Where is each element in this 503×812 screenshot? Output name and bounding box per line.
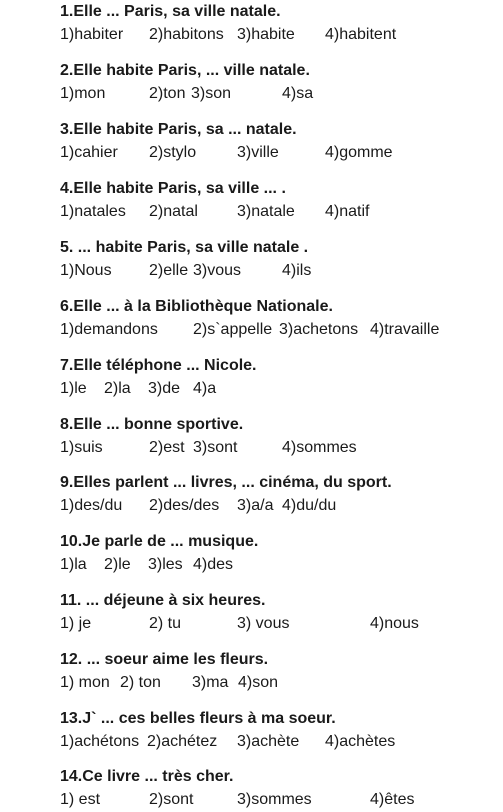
option-3: 3)natale [237, 203, 295, 220]
option-3: 3)de [148, 380, 181, 397]
option-3: 3)sont [193, 439, 238, 456]
option-2: 2)natal [149, 203, 198, 220]
question-3 [60, 120, 500, 165]
question-text: 2.Elle habite Paris, ... ville natale. [60, 62, 310, 79]
option-list [60, 673, 500, 695]
option-list [60, 25, 500, 47]
option-3: 3)les [148, 556, 183, 573]
question-1 [60, 2, 500, 47]
option-4: 4)nous [370, 615, 419, 632]
option-2: 2) tu [149, 615, 182, 632]
option-3: 3)a/a [237, 497, 274, 514]
option-2: 2)sont [149, 791, 194, 808]
option-1: 1)mon [60, 85, 106, 102]
option-2: 2)est [149, 439, 185, 456]
option-2: 2) ton [120, 674, 161, 691]
option-1: 1)cahier [60, 144, 118, 161]
option-3: 3)achète [237, 733, 300, 750]
option-3: 3)achetons [279, 321, 359, 338]
option-list [60, 320, 500, 342]
option-4: 4)ils [282, 262, 312, 279]
question-13 [60, 709, 500, 754]
option-2: 2)des/des [149, 497, 220, 514]
option-4: 4)sommes [282, 439, 357, 456]
option-2: 2)la [104, 380, 131, 397]
option-4: 4)son [238, 674, 279, 691]
question-14 [60, 767, 500, 812]
question-4 [60, 179, 500, 224]
option-4: 4)natif [325, 203, 370, 220]
option-list [60, 496, 500, 518]
option-list [60, 438, 500, 460]
option-4: 4)sa [282, 85, 314, 102]
option-1: 1)le [60, 380, 87, 397]
option-3: 3)habite [237, 26, 295, 43]
option-1: 1)natales [60, 203, 126, 220]
question-11 [60, 591, 500, 636]
question-8 [60, 415, 500, 460]
question-6 [60, 297, 500, 342]
option-list [60, 379, 500, 401]
option-1: 1)Nous [60, 262, 112, 279]
question-9 [60, 473, 500, 518]
option-1: 1)habiter [60, 26, 124, 43]
option-list [60, 84, 500, 106]
option-list [60, 614, 500, 636]
option-4: 4)êtes [370, 791, 415, 808]
option-1: 1)des/du [60, 497, 123, 514]
option-list [60, 261, 500, 283]
option-1: 1) je [60, 615, 92, 632]
question-text: 7.Elle téléphone ... Nicole. [60, 357, 257, 374]
question-text: 8.Elle ... bonne sportive. [60, 416, 244, 433]
option-2: 2)elle [149, 262, 189, 279]
option-3: 3)vous [193, 262, 242, 279]
option-3: 3)ma [192, 674, 229, 691]
option-1: 1)demandons [60, 321, 158, 338]
option-1: 1) est [60, 791, 101, 808]
option-1: 1)la [60, 556, 87, 573]
option-2: 2)le [104, 556, 131, 573]
option-4: 4)du/du [282, 497, 337, 514]
option-4: 4)achètes [325, 733, 396, 750]
question-7 [60, 356, 500, 401]
option-1: 1)achétons [60, 733, 140, 750]
question-10 [60, 532, 500, 577]
option-4: 4)habitent [325, 26, 397, 43]
option-3: 3) vous [237, 615, 290, 632]
option-4: 4)travaille [370, 321, 440, 338]
option-1: 1)suis [60, 439, 103, 456]
question-text: 14.Ce livre ... très cher. [60, 768, 234, 785]
question-text: 9.Elles parlent ... livres, ... cinéma, du sport. [60, 474, 392, 491]
option-2: 2)s`appelle [193, 321, 273, 338]
option-list [60, 732, 500, 754]
option-2: 2)ton [149, 85, 186, 102]
question-text: 11. ... déjeune à six heures. [60, 592, 266, 609]
option-2: 2)achétez [147, 733, 218, 750]
option-list [60, 143, 500, 165]
question-text: 5. ... habite Paris, sa ville natale . [60, 239, 309, 256]
question-2 [60, 61, 500, 106]
question-text: 3.Elle habite Paris, sa ... natale. [60, 121, 297, 138]
option-list [60, 555, 500, 577]
option-list [60, 202, 500, 224]
option-4: 4)a [193, 380, 217, 397]
option-1: 1) mon [60, 674, 110, 691]
option-3: 3)sommes [237, 791, 312, 808]
question-text: 13.J` ... ces belles fleurs à ma soeur. [60, 710, 336, 727]
question-text: 1.Elle ... Paris, sa ville natale. [60, 3, 281, 20]
option-2: 2)habitons [149, 26, 224, 43]
option-3: 3)ville [237, 144, 279, 161]
option-4: 4)gomme [325, 144, 393, 161]
option-list [60, 790, 500, 812]
question-text: 10.Je parle de ... musique. [60, 533, 259, 550]
question-12 [60, 650, 500, 695]
question-text: 4.Elle habite Paris, sa ville ... . [60, 180, 286, 197]
option-3: 3)son [191, 85, 232, 102]
option-2: 2)stylo [149, 144, 197, 161]
question-text: 12. ... soeur aime les fleurs. [60, 651, 269, 668]
option-4: 4)des [193, 556, 234, 573]
question-5 [60, 238, 500, 283]
question-text: 6.Elle ... à la Bibliothèque Nationale. [60, 298, 333, 315]
